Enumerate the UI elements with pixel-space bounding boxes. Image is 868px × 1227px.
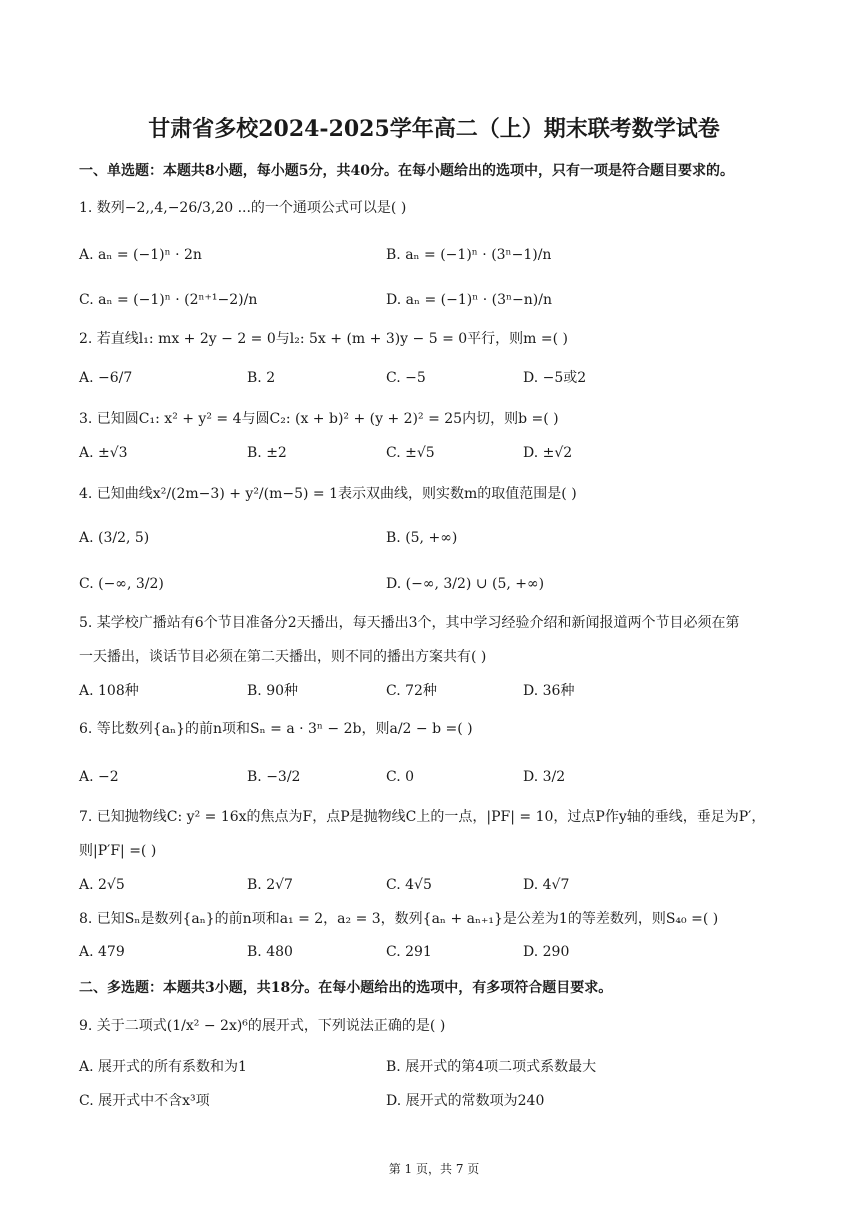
question-8-option-a: A. 479	[79, 944, 125, 960]
question-6-option-c: C. 0	[386, 769, 415, 785]
question-1-option-c: C. aₙ = (−1)ⁿ · (2ⁿ⁺¹−2)/n	[79, 292, 258, 308]
question-2-option-d: D. −5或2	[523, 370, 587, 386]
question-3-option-a: A. ±√3	[79, 445, 128, 461]
question-2-option-c: C. −5	[386, 370, 426, 386]
question-7-option-c: C. 4√5	[386, 877, 432, 893]
question-2-option-a: A. −6/7	[79, 370, 133, 386]
question-5-option-d: D. 36种	[523, 683, 575, 699]
question-9-option-c: C. 展开式中不含x³项	[79, 1093, 210, 1109]
question-9-option-a: A. 展开式的所有系数和为1	[79, 1059, 247, 1075]
question-3-stem: 3. 已知圆C₁: x² + y² = 4与圆C₂: (x + b)² + (y + 2)² = 25内切，则b =( )	[79, 411, 559, 427]
question-5-stem-continued: 一天播出，谈话节目必须在第二天播出，则不同的播出方案共有( )	[79, 649, 487, 665]
question-1-stem: 1. 数列−2,,4,−26/3,20 ...的一个通项公式可以是( )	[79, 200, 407, 216]
question-1-option-d: D. aₙ = (−1)ⁿ · (3ⁿ−n)/n	[386, 292, 552, 308]
question-5-option-b: B. 90种	[247, 683, 299, 699]
question-7-option-d: D. 4√7	[523, 877, 570, 893]
question-4-option-a: A. (3/2, 5)	[79, 530, 150, 546]
question-8-option-c: C. 291	[386, 944, 432, 960]
page-footer: 第 1 页，共 7 页	[388, 1162, 480, 1176]
question-5-option-c: C. 72种	[386, 683, 437, 699]
question-1-option-b: B. aₙ = (−1)ⁿ · (3ⁿ−1)/n	[386, 247, 552, 263]
question-8-option-d: D. 290	[523, 944, 570, 960]
exam-title: 甘肃省多校2024-2025学年高二（上）期末联考数学试卷	[148, 116, 720, 142]
question-2-stem: 2. 若直线l₁: mx + 2y − 2 = 0与l₂: 5x + (m + 3)y − 5 = 0平行，则m =( )	[79, 331, 569, 347]
question-7-option-b: B. 2√7	[247, 877, 293, 893]
question-6-stem: 6. 等比数列{aₙ}的前n项和Sₙ = a · 3ⁿ − 2b，则a/2 − b =( )	[79, 721, 473, 737]
question-6-option-a: A. −2	[79, 769, 119, 785]
question-8-option-b: B. 480	[247, 944, 293, 960]
question-6-option-d: D. 3/2	[523, 769, 566, 785]
question-7-stem-continued: 则|P′F| =( )	[79, 843, 157, 859]
question-2-option-b: B. 2	[247, 370, 276, 386]
question-9-stem: 9. 关于二项式(1/x² − 2x)⁶的展开式，下列说法正确的是( )	[79, 1018, 446, 1034]
section-2-heading: 二、多选题：本题共3小题，共18分。在每小题给出的选项中，有多项符合题目要求。	[79, 980, 613, 996]
question-4-option-b: B. (5, +∞)	[386, 530, 458, 546]
question-3-option-d: D. ±√2	[523, 445, 573, 461]
question-1-option-a: A. aₙ = (−1)ⁿ · 2n	[79, 247, 202, 263]
question-9-option-d: D. 展开式的常数项为240	[386, 1093, 545, 1109]
question-7-option-a: A. 2√5	[79, 877, 125, 893]
question-9-option-b: B. 展开式的第4项二项式系数最大	[386, 1059, 597, 1075]
question-5-option-a: A. 108种	[79, 683, 139, 699]
question-4-stem: 4. 已知曲线x²/(2m−3) + y²/(m−5) = 1表示双曲线，则实数m的取值范围是( )	[79, 486, 577, 502]
question-6-option-b: B. −3/2	[247, 769, 301, 785]
question-3-option-b: B. ±2	[247, 445, 287, 461]
question-4-option-c: C. (−∞, 3/2)	[79, 576, 164, 592]
question-5-stem: 5. 某学校广播站有6个节目准备分2天播出，每天播出3个，其中学习经验介绍和新闻报道两个节目必须在第	[79, 615, 740, 631]
question-3-option-c: C. ±√5	[386, 445, 435, 461]
question-4-option-d: D. (−∞, 3/2) ∪ (5, +∞)	[386, 576, 545, 592]
question-8-stem: 8. 已知Sₙ是数列{aₙ}的前n项和a₁ = 2，a₂ = 3，数列{aₙ + aₙ₊₁}是公差为1的等差数列，则S₄₀ =( )	[79, 911, 719, 927]
section-1-heading: 一、单选题：本题共8小题，每小题5分，共40分。在每小题给出的选项中，只有一项是符合题目要求的。	[79, 163, 734, 179]
question-7-stem: 7. 已知抛物线C: y² = 16x的焦点为F，点P是抛物线C上的一点，|PF| = 10，过点P作y轴的垂线，垂足为P′，	[79, 809, 766, 825]
